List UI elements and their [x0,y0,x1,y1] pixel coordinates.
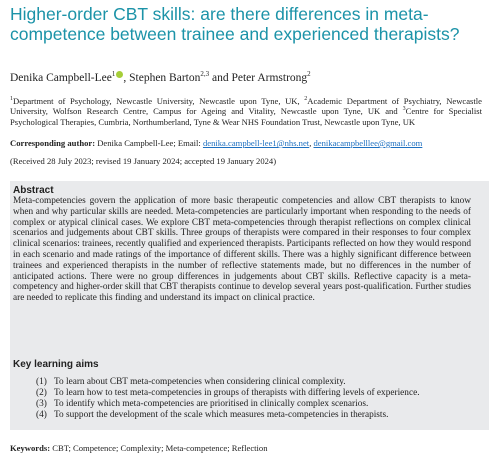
aim-text: To support the development of the scale which measures meta-competencies in therapists. [54,410,389,420]
affiliation-text: Department of Psychology, Newcastle University, Newcastle upon Tyne, UK, [13,96,305,106]
author-separator: and [209,72,232,84]
aims-list [36,377,466,421]
aim-number: (3) [36,399,47,409]
affiliation-marker: 2 [304,96,308,103]
aim-text: To learn how to test meta-competencies in groups of therapists with differing levels of experience. [54,388,420,398]
keywords-text: CBT; Competence; Complexity; Meta-competence; Reflection [50,443,268,453]
author-name[interactable]: Peter Armstrong [231,72,308,84]
affiliation-marker: 1 [10,96,13,103]
abstract-heading: Abstract [13,185,54,196]
correspondence-label: Corresponding author: [10,138,96,148]
aim-item [36,388,466,399]
affiliation-text: Centre for Specialist Psychological Therapies, Cumbria, Northumberland, Tyne & Wear NHS Foundation Trust, Newcastle upon Tyne, UK [10,106,482,127]
aims-heading: Key learning aims [13,359,99,370]
aim-text: To learn about CBT meta-competencies when considering clinical complexity. [54,377,346,387]
correspondence [10,138,485,149]
aim-item [36,399,466,410]
aim-item [36,410,466,421]
affiliations [10,96,482,127]
author-affiliation-marker: 1 [111,70,116,79]
affiliation-marker: 3 [402,106,406,113]
correspondence-text: Denika Campbell-Lee; Email: [95,138,203,148]
author-list [10,71,480,85]
author-affiliation-marker: 2 [307,70,311,79]
email-link[interactable]: denikacampbelllee@gmail.com [313,138,423,148]
author-name[interactable]: Stephen Barton [129,72,201,84]
author-name[interactable]: Denika Campbell-Lee [10,72,112,84]
received-dates: (Received 28 July 2023; revised 19 January 2024; accepted 19 January 2024) [10,156,277,166]
abstract-text: Meta-competencies govern the application of more basic therapeutic competencies and allow CBT therapists to know when and why particular skills are needed. Meta-competencies are particularly important when responding to the needs of complex or atypical clinical cases. We explore CBT meta-competencies through therapist reflections on complex clinical scenarios and judgements about CBT skills. Three groups of therapists were compared in their responses to four complex clinical scenarios: trainees, recently qualified and experienced therapists. Participants reflected on how they would respond in each scenario and made ratings of the importance of different skills. There was a highly significant difference between trainees and experienced therapists in the number of reflective statements made, but no differences in the number of anticipated actions. There were no group differences in judgements about CBT skills. Reflective capacity is a meta-competency and higher-order skill that CBT therapists continue to develop several years post-qualification. Further studies are needed to replicate this finding and understand its impact on clinical practice. [13,196,471,304]
article-title: Higher-order CBT skills: are there differences in meta-competence between trainee and experienced therapists? [10,4,460,44]
aim-number: (2) [36,388,47,398]
keywords [10,443,480,454]
email-separator: , [309,138,314,148]
author-affiliation-marker: 2,3 [200,70,210,79]
aim-item [36,377,466,388]
keywords-label: Keywords: [10,443,51,453]
aim-number: (4) [36,410,47,420]
affiliation-text: Academic Department of Psychiatry, Newcastle University, Wolfson Research Centre, Campus for Ageing and Vitality, Newcastle upon Tyne, UK and [10,96,482,117]
aim-number: (1) [36,377,47,387]
aim-text: To identify which meta-competencies are prioritised in clinically complex scenarios. [54,399,369,409]
email-link[interactable]: denika.campbell-lee1@nhs.net [202,138,310,148]
author-separator: , [123,72,130,84]
